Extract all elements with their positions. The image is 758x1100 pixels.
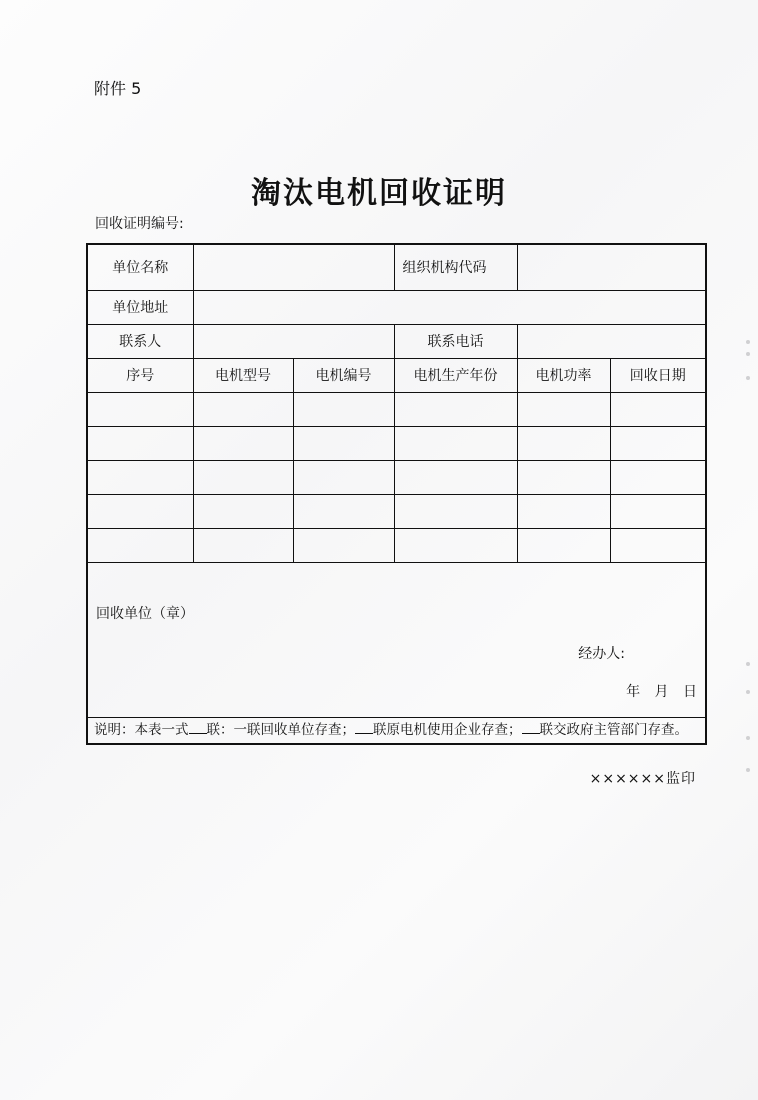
recycle-unit-label: 回收单位（章）: [96, 605, 194, 622]
contact-field[interactable]: [193, 324, 394, 358]
table-cell[interactable]: [610, 426, 706, 460]
column-header: 电机型号: [193, 358, 293, 392]
handler-label: 经办人:: [578, 645, 625, 662]
table-cell[interactable]: [517, 392, 610, 426]
table-cell[interactable]: [394, 528, 517, 562]
binding-hole: [746, 690, 750, 694]
table-cell[interactable]: [610, 494, 706, 528]
phone-label: 联系电话: [394, 324, 517, 358]
org-code-label: 组织机构代码: [394, 244, 517, 290]
table-cell[interactable]: [293, 494, 394, 528]
copies-blank: [189, 721, 207, 734]
note-text: [87, 717, 706, 744]
table-cell[interactable]: [610, 460, 706, 494]
table-row: [87, 460, 706, 494]
table-cell[interactable]: [610, 528, 706, 562]
binding-hole: [746, 376, 750, 380]
copies-blank: [522, 721, 540, 734]
table-cell[interactable]: [517, 528, 610, 562]
table-cell[interactable]: [87, 494, 193, 528]
table-cell[interactable]: [394, 392, 517, 426]
binding-hole: [746, 736, 750, 740]
table-cell[interactable]: [193, 494, 293, 528]
table-cell[interactable]: [193, 426, 293, 460]
table-cell[interactable]: [193, 392, 293, 426]
note-part: 联原电机使用企业存查；: [373, 721, 522, 738]
org-code-field[interactable]: [517, 244, 706, 290]
printer-label: ××××××监印: [589, 771, 696, 787]
table-cell[interactable]: [293, 392, 394, 426]
table-row: [87, 244, 706, 290]
recycle-form-table: [86, 243, 707, 745]
note-part: 说明：本表一式: [94, 721, 189, 738]
binding-hole: [746, 768, 750, 772]
signature-area: [87, 562, 706, 717]
unit-name-label: 单位名称: [87, 244, 193, 290]
table-cell[interactable]: [293, 426, 394, 460]
table-cell[interactable]: [517, 460, 610, 494]
column-header: 电机编号: [293, 358, 394, 392]
table-cell[interactable]: [87, 426, 193, 460]
note-part: 联交政府主管部门存查。: [539, 721, 688, 738]
table-row: [87, 528, 706, 562]
column-header: 电机功率: [517, 358, 610, 392]
unit-address-field[interactable]: [193, 290, 706, 324]
column-header: 回收日期: [610, 358, 706, 392]
table-row: [87, 426, 706, 460]
phone-field[interactable]: [517, 324, 706, 358]
table-cell[interactable]: [193, 460, 293, 494]
table-cell[interactable]: [293, 528, 394, 562]
table-cell[interactable]: [87, 392, 193, 426]
table-row: [87, 494, 706, 528]
table-cell[interactable]: [517, 494, 610, 528]
binding-hole: [746, 662, 750, 666]
table-cell[interactable]: [394, 426, 517, 460]
signature-row: [87, 562, 706, 717]
binding-hole: [746, 340, 750, 344]
column-header: 电机生产年份: [394, 358, 517, 392]
unit-name-field[interactable]: [193, 244, 394, 290]
date-label: 年 月 日: [626, 683, 697, 700]
table-row: [87, 324, 706, 358]
table-row: [87, 392, 706, 426]
table-cell[interactable]: [87, 460, 193, 494]
attachment-label: 附件 5: [94, 79, 142, 98]
table-cell[interactable]: [610, 392, 706, 426]
unit-address-label: 单位地址: [87, 290, 193, 324]
document-title: 淘汰电机回收证明: [251, 176, 507, 211]
table-cell[interactable]: [293, 460, 394, 494]
certificate-number-label: 回收证明编号:: [95, 216, 184, 232]
copies-blank: [355, 721, 373, 734]
contact-label: 联系人: [87, 324, 193, 358]
table-header-row: [87, 358, 706, 392]
table-cell[interactable]: [394, 460, 517, 494]
table-row: [87, 290, 706, 324]
table-cell[interactable]: [193, 528, 293, 562]
table-cell[interactable]: [87, 528, 193, 562]
table-cell[interactable]: [394, 494, 517, 528]
column-header: 序号: [87, 358, 193, 392]
note-row: [87, 717, 706, 744]
binding-hole: [746, 352, 750, 356]
table-cell[interactable]: [517, 426, 610, 460]
note-part: 联：一联回收单位存查；: [206, 721, 355, 738]
